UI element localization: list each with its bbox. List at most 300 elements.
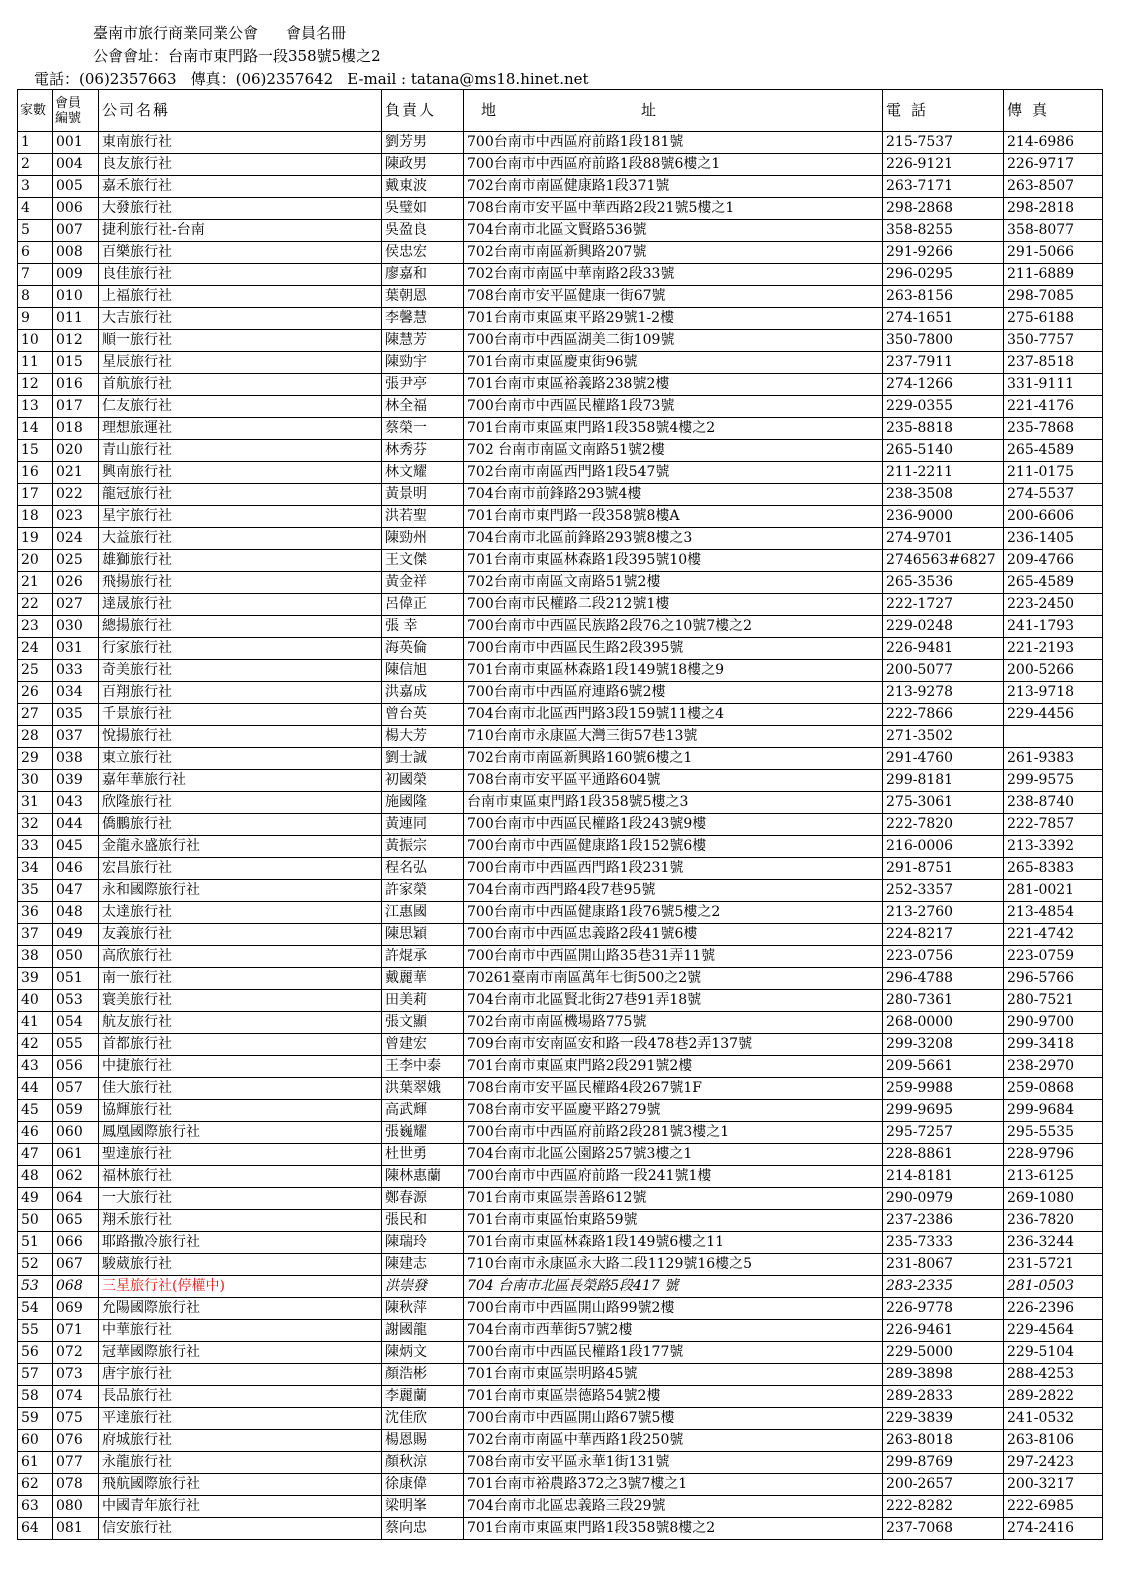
owner-name-cell: 陳炳文 — [382, 1342, 464, 1364]
row-index-cell: 3 — [18, 176, 53, 198]
owner-name-cell: 陳勁宇 — [382, 352, 464, 374]
address-cell: 710台南市永康區大灣三街57巷13號 — [464, 726, 883, 748]
address-cell: 700台南市中西區開山路67號5樓 — [464, 1408, 883, 1430]
col-header-member-no-top: 會員 — [55, 95, 82, 111]
phone-cell: 265-3536 — [883, 572, 1004, 594]
phone-cell: 299-3208 — [883, 1034, 1004, 1056]
company-name-cell: 東立旅行社 — [99, 748, 382, 770]
table-row — [18, 682, 1103, 704]
owner-name-cell: 梁明峯 — [382, 1496, 464, 1518]
member-no-cell: 069 — [53, 1298, 99, 1320]
table-row — [18, 374, 1103, 396]
owner-name-cell: 王文傑 — [382, 550, 464, 572]
member-no-cell: 008 — [53, 242, 99, 264]
table-row — [18, 638, 1103, 660]
fax-cell: 350-7757 — [1004, 330, 1103, 352]
member-no-cell: 068 — [53, 1276, 99, 1298]
table-row — [18, 220, 1103, 242]
fax-cell: 229-4456 — [1004, 704, 1103, 726]
member-no-cell: 023 — [53, 506, 99, 528]
table-row — [18, 1386, 1103, 1408]
fax-cell: 211-0175 — [1004, 462, 1103, 484]
row-index-cell: 5 — [18, 220, 53, 242]
company-name-cell: 欣隆旅行社 — [99, 792, 382, 814]
row-index-cell: 29 — [18, 748, 53, 770]
address-cell: 台南市東區東門路1段358號5樓之3 — [464, 792, 883, 814]
phone-cell: 222-1727 — [883, 594, 1004, 616]
fax-cell: 228-9796 — [1004, 1144, 1103, 1166]
phone-cell: 222-7866 — [883, 704, 1004, 726]
company-name-cell: 青山旅行社 — [99, 440, 382, 462]
address-cell: 702台南市南區西門路1段547號 — [464, 462, 883, 484]
member-no-cell: 027 — [53, 594, 99, 616]
fax-cell: 289-2822 — [1004, 1386, 1103, 1408]
table-row — [18, 1188, 1103, 1210]
fax-cell: 265-4589 — [1004, 440, 1103, 462]
company-name-cell: 捷利旅行社-台南 — [99, 220, 382, 242]
table-row — [18, 242, 1103, 264]
row-index-cell: 20 — [18, 550, 53, 572]
table-row — [18, 550, 1103, 572]
address-cell: 704台南市北區忠義路三段29號 — [464, 1496, 883, 1518]
table-row — [18, 132, 1103, 154]
fax-cell: 265-4589 — [1004, 572, 1103, 594]
company-name-cell: 信安旅行社 — [99, 1518, 382, 1540]
owner-name-cell: 顏浩彬 — [382, 1364, 464, 1386]
company-name-cell: 三星旅行社(停權中) — [99, 1276, 382, 1298]
member-no-cell: 080 — [53, 1496, 99, 1518]
phone-cell: 209-5661 — [883, 1056, 1004, 1078]
member-no-cell: 011 — [53, 308, 99, 330]
row-index-cell: 55 — [18, 1320, 53, 1342]
company-name-cell: 嘉禾旅行社 — [99, 176, 382, 198]
owner-name-cell: 張巍耀 — [382, 1122, 464, 1144]
company-name-cell: 長品旅行社 — [99, 1386, 382, 1408]
company-name-cell: 百翔旅行社 — [99, 682, 382, 704]
company-name-cell: 中國青年旅行社 — [99, 1496, 382, 1518]
owner-name-cell: 陳慧芳 — [382, 330, 464, 352]
table-row — [18, 1474, 1103, 1496]
owner-name-cell: 沈佳欣 — [382, 1408, 464, 1430]
col-header-member-no-bottom: 編號 — [55, 110, 82, 126]
address-cell: 702 台南市南區文南路51號2樓 — [464, 440, 883, 462]
row-index-cell: 25 — [18, 660, 53, 682]
table-row — [18, 858, 1103, 880]
member-no-cell: 077 — [53, 1452, 99, 1474]
member-no-cell: 010 — [53, 286, 99, 308]
member-table — [17, 89, 1103, 1540]
company-name-cell: 翔禾旅行社 — [99, 1210, 382, 1232]
owner-name-cell: 顏秋涼 — [382, 1452, 464, 1474]
table-row — [18, 352, 1103, 374]
col-header-address — [464, 90, 883, 132]
col-header-member-no — [53, 90, 99, 132]
address-cell: 701台南市裕農路372之3號7樓之1 — [464, 1474, 883, 1496]
contact-line — [34, 70, 589, 88]
phone-cell: 263-7171 — [883, 176, 1004, 198]
row-index-cell: 34 — [18, 858, 53, 880]
company-name-cell: 南一旅行社 — [99, 968, 382, 990]
phone-cell: 263-8018 — [883, 1430, 1004, 1452]
fax-cell: 259-0868 — [1004, 1078, 1103, 1100]
phone-cell: 200-5077 — [883, 660, 1004, 682]
owner-name-cell: 張 幸 — [382, 616, 464, 638]
address-cell: 704台南市前鋒路293號4樓 — [464, 484, 883, 506]
address-cell: 700台南市民權路二段212號1樓 — [464, 594, 883, 616]
address-cell: 700台南市中西區湖美二街109號 — [464, 330, 883, 352]
phone-cell: 350-7800 — [883, 330, 1004, 352]
phone-cell: 235-7333 — [883, 1232, 1004, 1254]
member-no-cell: 059 — [53, 1100, 99, 1122]
member-no-cell: 051 — [53, 968, 99, 990]
address-cell: 700台南市中西區民權路1段243號9樓 — [464, 814, 883, 836]
phone-cell: 265-5140 — [883, 440, 1004, 462]
address-cell: 701台南市東門路一段358號8樓A — [464, 506, 883, 528]
owner-name-cell: 陳建志 — [382, 1254, 464, 1276]
fax-cell: 263-8106 — [1004, 1430, 1103, 1452]
row-index-cell: 36 — [18, 902, 53, 924]
association-name: 臺南市旅行商業同業公會 — [93, 24, 259, 42]
col-header-company: 公司名稱 — [99, 90, 382, 132]
phone-cell: 200-2657 — [883, 1474, 1004, 1496]
member-no-cell: 033 — [53, 660, 99, 682]
phone-cell: 226-9121 — [883, 154, 1004, 176]
member-no-cell: 046 — [53, 858, 99, 880]
row-index-cell: 53 — [18, 1276, 53, 1298]
phone-cell: 238-3508 — [883, 484, 1004, 506]
row-index-cell: 62 — [18, 1474, 53, 1496]
row-index-cell: 21 — [18, 572, 53, 594]
member-no-cell: 039 — [53, 770, 99, 792]
member-no-cell: 060 — [53, 1122, 99, 1144]
row-index-cell: 27 — [18, 704, 53, 726]
table-row — [18, 968, 1103, 990]
table-row — [18, 748, 1103, 770]
company-name-cell: 大益旅行社 — [99, 528, 382, 550]
table-row — [18, 418, 1103, 440]
owner-name-cell: 吳璧如 — [382, 198, 464, 220]
member-no-cell: 009 — [53, 264, 99, 286]
address-cell: 701台南市東區怡東路59號 — [464, 1210, 883, 1232]
owner-name-cell: 蔡榮一 — [382, 418, 464, 440]
owner-name-cell: 初國榮 — [382, 770, 464, 792]
company-name-cell: 永和國際旅行社 — [99, 880, 382, 902]
member-no-cell: 067 — [53, 1254, 99, 1276]
fax-cell: 290-9700 — [1004, 1012, 1103, 1034]
owner-name-cell: 葉朝恩 — [382, 286, 464, 308]
owner-name-cell: 杜世勇 — [382, 1144, 464, 1166]
address-cell: 701台南市東區崇明路45號 — [464, 1364, 883, 1386]
company-name-cell: 星宇旅行社 — [99, 506, 382, 528]
owner-name-cell: 江惠國 — [382, 902, 464, 924]
fax-cell: 213-3392 — [1004, 836, 1103, 858]
fax-cell: 274-2416 — [1004, 1518, 1103, 1540]
member-no-cell: 074 — [53, 1386, 99, 1408]
fax-cell: 236-3244 — [1004, 1232, 1103, 1254]
row-index-cell: 37 — [18, 924, 53, 946]
row-index-cell: 61 — [18, 1452, 53, 1474]
row-index-cell: 57 — [18, 1364, 53, 1386]
company-name-cell: 仁友旅行社 — [99, 396, 382, 418]
owner-name-cell: 陳思穎 — [382, 924, 464, 946]
fax-cell: 298-2818 — [1004, 198, 1103, 220]
member-no-cell: 066 — [53, 1232, 99, 1254]
phone-cell: 299-8769 — [883, 1452, 1004, 1474]
row-index-cell: 44 — [18, 1078, 53, 1100]
company-name-cell: 良友旅行社 — [99, 154, 382, 176]
company-name-cell: 東南旅行社 — [99, 132, 382, 154]
fax-cell: 297-2423 — [1004, 1452, 1103, 1474]
member-no-cell: 021 — [53, 462, 99, 484]
phone-cell: 298-2868 — [883, 198, 1004, 220]
table-row — [18, 1276, 1103, 1298]
table-row — [18, 1430, 1103, 1452]
fax-cell: 213-6125 — [1004, 1166, 1103, 1188]
company-name-cell: 友義旅行社 — [99, 924, 382, 946]
owner-name-cell: 林全福 — [382, 396, 464, 418]
fax-cell: 275-6188 — [1004, 308, 1103, 330]
table-row — [18, 924, 1103, 946]
owner-name-cell: 施國隆 — [382, 792, 464, 814]
company-name-cell: 宏昌旅行社 — [99, 858, 382, 880]
member-no-cell: 055 — [53, 1034, 99, 1056]
owner-name-cell: 程名弘 — [382, 858, 464, 880]
row-index-cell: 58 — [18, 1386, 53, 1408]
company-name-cell: 上福旅行社 — [99, 286, 382, 308]
company-name-cell: 大吉旅行社 — [99, 308, 382, 330]
fax-cell: 241-1793 — [1004, 616, 1103, 638]
phone-cell: 252-3357 — [883, 880, 1004, 902]
address-cell: 700台南市中西區民族路2段76之10號7樓之2 — [464, 616, 883, 638]
company-name-cell: 唐宇旅行社 — [99, 1364, 382, 1386]
fax-cell: 211-6889 — [1004, 264, 1103, 286]
owner-name-cell: 楊大芳 — [382, 726, 464, 748]
row-index-cell: 2 — [18, 154, 53, 176]
owner-name-cell: 洪若聖 — [382, 506, 464, 528]
row-index-cell: 4 — [18, 198, 53, 220]
phone-cell: 358-8255 — [883, 220, 1004, 242]
company-name-cell: 金龍永盛旅行社 — [99, 836, 382, 858]
table-row — [18, 484, 1103, 506]
phone-cell: 229-5000 — [883, 1342, 1004, 1364]
company-name-cell: 永龍旅行社 — [99, 1452, 382, 1474]
phone-cell: 231-8067 — [883, 1254, 1004, 1276]
company-name-cell: 府城旅行社 — [99, 1430, 382, 1452]
address-cell: 702台南市南區健康路1段371號 — [464, 176, 883, 198]
row-index-cell: 26 — [18, 682, 53, 704]
row-index-cell: 48 — [18, 1166, 53, 1188]
address-cell: 700台南市中西區忠義路2段41號6樓 — [464, 924, 883, 946]
fax-cell: 209-4766 — [1004, 550, 1103, 572]
col-header-index: 家數 — [18, 90, 53, 132]
company-name-cell: 行家旅行社 — [99, 638, 382, 660]
phone-cell: 223-0756 — [883, 946, 1004, 968]
phone-cell: 228-8861 — [883, 1144, 1004, 1166]
fax-cell: 223-2450 — [1004, 594, 1103, 616]
table-row — [18, 1122, 1103, 1144]
member-no-cell: 001 — [53, 132, 99, 154]
row-index-cell: 38 — [18, 946, 53, 968]
owner-name-cell: 黃連同 — [382, 814, 464, 836]
member-no-cell: 018 — [53, 418, 99, 440]
owner-name-cell: 戴麗華 — [382, 968, 464, 990]
fax-cell: 226-2396 — [1004, 1298, 1103, 1320]
member-no-cell: 071 — [53, 1320, 99, 1342]
owner-name-cell: 謝國龍 — [382, 1320, 464, 1342]
member-no-cell: 053 — [53, 990, 99, 1012]
company-name-cell: 航友旅行社 — [99, 1012, 382, 1034]
row-index-cell: 16 — [18, 462, 53, 484]
address-cell: 704台南市北區西門路3段159號11樓之4 — [464, 704, 883, 726]
table-row — [18, 330, 1103, 352]
table-row — [18, 594, 1103, 616]
owner-name-cell: 吳盈良 — [382, 220, 464, 242]
address-cell: 701台南市東區崇德路54號2樓 — [464, 1386, 883, 1408]
row-index-cell: 7 — [18, 264, 53, 286]
fax-cell: 331-9111 — [1004, 374, 1103, 396]
phone-cell: 296-0295 — [883, 264, 1004, 286]
phone-cell: 296-4788 — [883, 968, 1004, 990]
owner-name-cell: 陳信旭 — [382, 660, 464, 682]
fax-cell: 231-5721 — [1004, 1254, 1103, 1276]
phone-cell: 268-0000 — [883, 1012, 1004, 1034]
phone-cell: 299-9695 — [883, 1100, 1004, 1122]
table-row — [18, 440, 1103, 462]
phone-cell: 295-7257 — [883, 1122, 1004, 1144]
fax-cell: 291-5066 — [1004, 242, 1103, 264]
address-cell: 708台南市安平區平通路604號 — [464, 770, 883, 792]
row-index-cell: 49 — [18, 1188, 53, 1210]
company-name-cell: 總揚旅行社 — [99, 616, 382, 638]
row-index-cell: 28 — [18, 726, 53, 748]
address-cell: 708台南市安平區慶平路279號 — [464, 1100, 883, 1122]
address-cell: 708台南市安平區健康一街67號 — [464, 286, 883, 308]
member-no-cell: 038 — [53, 748, 99, 770]
row-index-cell: 50 — [18, 1210, 53, 1232]
col-header-phone: 電話 — [883, 90, 1004, 132]
owner-name-cell: 田美莉 — [382, 990, 464, 1012]
phone-cell: 274-9701 — [883, 528, 1004, 550]
fax-cell: 299-9684 — [1004, 1100, 1103, 1122]
address-cell: 704台南市北區文賢路536號 — [464, 220, 883, 242]
email-text: E-mail : tatana@ms18.hinet.net — [347, 70, 589, 88]
member-no-cell: 064 — [53, 1188, 99, 1210]
company-name-cell: 星辰旅行社 — [99, 352, 382, 374]
owner-name-cell: 曾建宏 — [382, 1034, 464, 1056]
member-no-cell: 078 — [53, 1474, 99, 1496]
company-name-cell: 達晟旅行社 — [99, 594, 382, 616]
address-cell: 700台南市中西區府前路2段281號3樓之1 — [464, 1122, 883, 1144]
owner-name-cell: 陳勁州 — [382, 528, 464, 550]
row-index-cell: 14 — [18, 418, 53, 440]
phone-cell: 291-4760 — [883, 748, 1004, 770]
fax-cell: 223-0759 — [1004, 946, 1103, 968]
table-row — [18, 1254, 1103, 1276]
address-cell: 700台南市中西區健康路1段152號6樓 — [464, 836, 883, 858]
table-row — [18, 814, 1103, 836]
fax-cell: 214-6986 — [1004, 132, 1103, 154]
member-no-cell: 054 — [53, 1012, 99, 1034]
row-index-cell: 64 — [18, 1518, 53, 1540]
member-no-cell: 057 — [53, 1078, 99, 1100]
row-index-cell: 30 — [18, 770, 53, 792]
row-index-cell: 11 — [18, 352, 53, 374]
member-no-cell: 026 — [53, 572, 99, 594]
fax-cell: 226-9717 — [1004, 154, 1103, 176]
member-no-cell: 006 — [53, 198, 99, 220]
address-cell: 704台南市北區公園路257號3樓之1 — [464, 1144, 883, 1166]
address-cell: 702台南市南區文南路51號2樓 — [464, 572, 883, 594]
company-name-cell: 一大旅行社 — [99, 1188, 382, 1210]
phone-cell: 226-9461 — [883, 1320, 1004, 1342]
company-name-cell: 興南旅行社 — [99, 462, 382, 484]
row-index-cell: 59 — [18, 1408, 53, 1430]
row-index-cell: 6 — [18, 242, 53, 264]
owner-name-cell: 戴東波 — [382, 176, 464, 198]
owner-name-cell: 李馨慧 — [382, 308, 464, 330]
address-cell: 700台南市中西區西門路1段231號 — [464, 858, 883, 880]
owner-name-cell: 鄭春源 — [382, 1188, 464, 1210]
fax-cell: 298-7085 — [1004, 286, 1103, 308]
member-no-cell: 043 — [53, 792, 99, 814]
address-cell: 700台南市中西區府連路6號2樓 — [464, 682, 883, 704]
table-row — [18, 1518, 1103, 1540]
member-no-cell: 025 — [53, 550, 99, 572]
table-row — [18, 726, 1103, 748]
table-row — [18, 572, 1103, 594]
company-name-cell: 協輝旅行社 — [99, 1100, 382, 1122]
owner-name-cell: 黃景明 — [382, 484, 464, 506]
phone-cell: 263-8156 — [883, 286, 1004, 308]
phone-cell: 213-9278 — [883, 682, 1004, 704]
row-index-cell: 41 — [18, 1012, 53, 1034]
office-address: 公會會址：台南市東門路一段358號5樓之2 — [93, 47, 381, 65]
phone-cell: 211-2211 — [883, 462, 1004, 484]
col-header-address-b: 址 — [641, 101, 659, 119]
phone-cell: 215-7537 — [883, 132, 1004, 154]
row-index-cell: 43 — [18, 1056, 53, 1078]
member-no-cell: 081 — [53, 1518, 99, 1540]
address-cell: 700台南市中西區民權路1段177號 — [464, 1342, 883, 1364]
table-row — [18, 154, 1103, 176]
fax-cell: 358-8077 — [1004, 220, 1103, 242]
owner-name-cell: 李麗蘭 — [382, 1386, 464, 1408]
table-row — [18, 1078, 1103, 1100]
table-row — [18, 946, 1103, 968]
fax-cell: 269-1080 — [1004, 1188, 1103, 1210]
phone-cell: 229-0355 — [883, 396, 1004, 418]
table-row — [18, 396, 1103, 418]
fax-cell: 221-4176 — [1004, 396, 1103, 418]
fax-cell: 238-8740 — [1004, 792, 1103, 814]
row-index-cell: 54 — [18, 1298, 53, 1320]
table-body — [18, 132, 1103, 1540]
member-no-cell: 012 — [53, 330, 99, 352]
owner-name-cell: 洪嘉成 — [382, 682, 464, 704]
fax-cell: 200-5266 — [1004, 660, 1103, 682]
company-name-cell: 寰美旅行社 — [99, 990, 382, 1012]
owner-name-cell: 呂偉正 — [382, 594, 464, 616]
table-row — [18, 836, 1103, 858]
row-index-cell: 19 — [18, 528, 53, 550]
table-row — [18, 1100, 1103, 1122]
phone-cell: 224-8217 — [883, 924, 1004, 946]
row-index-cell: 56 — [18, 1342, 53, 1364]
address-cell: 702台南市南區中華南路2段33號 — [464, 264, 883, 286]
phone-cell: 237-7911 — [883, 352, 1004, 374]
owner-name-cell: 楊恩賜 — [382, 1430, 464, 1452]
fax-cell: 280-7521 — [1004, 990, 1103, 1012]
